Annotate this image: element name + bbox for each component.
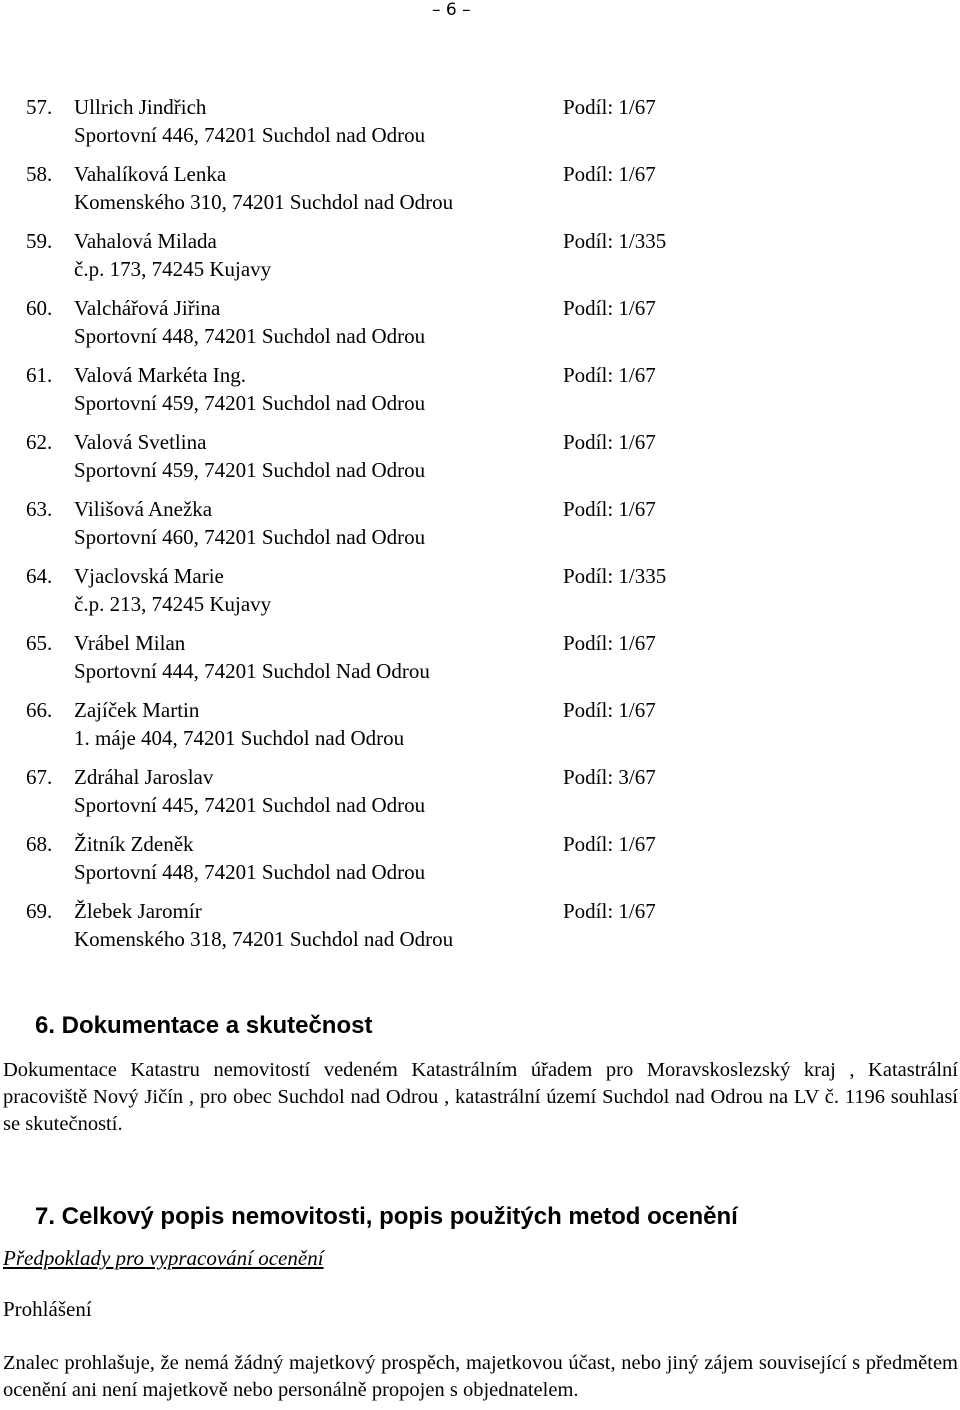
owner-entry <box>0 296 960 363</box>
owner-entry <box>0 363 960 430</box>
owner-entry <box>0 430 960 497</box>
owner-share: Podíl: 3/67 <box>563 765 656 789</box>
owner-name: Žitník Zdeněk <box>74 832 194 856</box>
owner-name: Vahalová Milada <box>74 229 217 253</box>
owner-name: Žlebek Jaromír <box>74 899 202 923</box>
owner-share: Podíl: 1/67 <box>563 832 656 856</box>
owner-number: 63. <box>26 497 53 521</box>
owner-share: Podíl: 1/67 <box>563 497 656 521</box>
owner-name: Vrábel Milan <box>74 631 186 655</box>
owner-share: Podíl: 1/335 <box>563 229 667 253</box>
owner-share: Podíl: 1/67 <box>563 162 656 186</box>
section-7-heading: 7. Celkový popis nemovitosti, popis použitých metod ocenění <box>35 1203 738 1230</box>
owner-entry <box>0 631 960 698</box>
owner-number: 60. <box>26 296 53 320</box>
owner-number: 69. <box>26 899 53 923</box>
owner-name: Vjaclovská Marie <box>74 564 224 588</box>
owner-entry <box>0 698 960 765</box>
owner-entry <box>0 497 960 564</box>
owner-address: Sportovní 445, 74201 Suchdol nad Odrou <box>74 793 426 817</box>
owner-name: Valová Markéta Ing. <box>74 363 247 387</box>
owner-name: Vahalíková Lenka <box>74 162 227 186</box>
owner-entry <box>0 229 960 296</box>
owner-name: Zajíček Martin <box>74 698 200 722</box>
owner-name: Zdráhal Jaroslav <box>74 765 214 789</box>
declaration-label: Prohlášení <box>3 1297 92 1321</box>
owner-entry <box>0 765 960 832</box>
owner-name: Valová Svetlina <box>74 430 207 454</box>
owner-address: Sportovní 444, 74201 Suchdol Nad Odrou <box>74 659 430 683</box>
owner-address: Sportovní 459, 74201 Suchdol nad Odrou <box>74 458 426 482</box>
page-number: – 6 – <box>432 0 471 20</box>
owner-share: Podíl: 1/335 <box>563 564 667 588</box>
owner-number: 64. <box>26 564 53 588</box>
owner-entry <box>0 162 960 229</box>
owner-share: Podíl: 1/67 <box>563 363 656 387</box>
owner-entry <box>0 832 960 899</box>
owner-number: 58. <box>26 162 53 186</box>
owner-number: 61. <box>26 363 53 387</box>
owner-address: 1. máje 404, 74201 Suchdol nad Odrou <box>74 726 405 750</box>
owner-number: 59. <box>26 229 53 253</box>
owner-entry <box>0 564 960 631</box>
owner-number: 62. <box>26 430 53 454</box>
owner-number: 68. <box>26 832 53 856</box>
owner-address: Sportovní 460, 74201 Suchdol nad Odrou <box>74 525 426 549</box>
owner-address: Komenského 310, 74201 Suchdol nad Odrou <box>74 190 454 214</box>
owner-address: Komenského 318, 74201 Suchdol nad Odrou <box>74 927 454 951</box>
owner-address: Sportovní 448, 74201 Suchdol nad Odrou <box>74 324 426 348</box>
owner-share: Podíl: 1/67 <box>563 296 656 320</box>
section-7-subheading: Předpoklady pro vypracování ocenění <box>3 1246 324 1270</box>
section-6-heading: 6. Dokumentace a skutečnost <box>35 1012 373 1039</box>
owner-name: Valchářová Jiřina <box>74 296 221 320</box>
owner-entry <box>0 899 960 966</box>
owner-address: č.p. 213, 74245 Kujavy <box>74 592 272 616</box>
owner-share: Podíl: 1/67 <box>563 698 656 722</box>
owner-name: Vilišová Anežka <box>74 497 213 521</box>
owner-share: Podíl: 1/67 <box>563 899 656 923</box>
owner-number: 67. <box>26 765 53 789</box>
owner-share: Podíl: 1/67 <box>563 430 656 454</box>
section-6-paragraph: Dokumentace Katastru nemovitostí vedeném Katastrálním úřadem pro Moravskoslezský kraj , Katastrální pracoviště Nový Jičín , pro obec Suchdol nad Odrou , katastrální území Suchdol nad Odrou na LV č. 1196 souhlasí se skutečností. <box>3 1059 958 1135</box>
owner-entry <box>0 95 960 162</box>
owner-number: 65. <box>26 631 53 655</box>
owner-share: Podíl: 1/67 <box>563 95 656 119</box>
owner-address: č.p. 173, 74245 Kujavy <box>74 257 272 281</box>
declaration-paragraph: Znalec prohlašuje, že nemá žádný majetkový prospěch, majetkovou účast, nebo jiný zájem související s předmětem ocenění ani není majetkově nebo personálně propojen s objednatelem. <box>3 1352 958 1401</box>
owner-address: Sportovní 446, 74201 Suchdol nad Odrou <box>74 123 426 147</box>
owner-address: Sportovní 459, 74201 Suchdol nad Odrou <box>74 391 426 415</box>
owners-list <box>0 95 960 966</box>
owner-address: Sportovní 448, 74201 Suchdol nad Odrou <box>74 860 426 884</box>
owner-number: 57. <box>26 95 53 119</box>
owner-share: Podíl: 1/67 <box>563 631 656 655</box>
owner-name: Ullrich Jindřich <box>74 95 207 119</box>
owner-number: 66. <box>26 698 53 722</box>
